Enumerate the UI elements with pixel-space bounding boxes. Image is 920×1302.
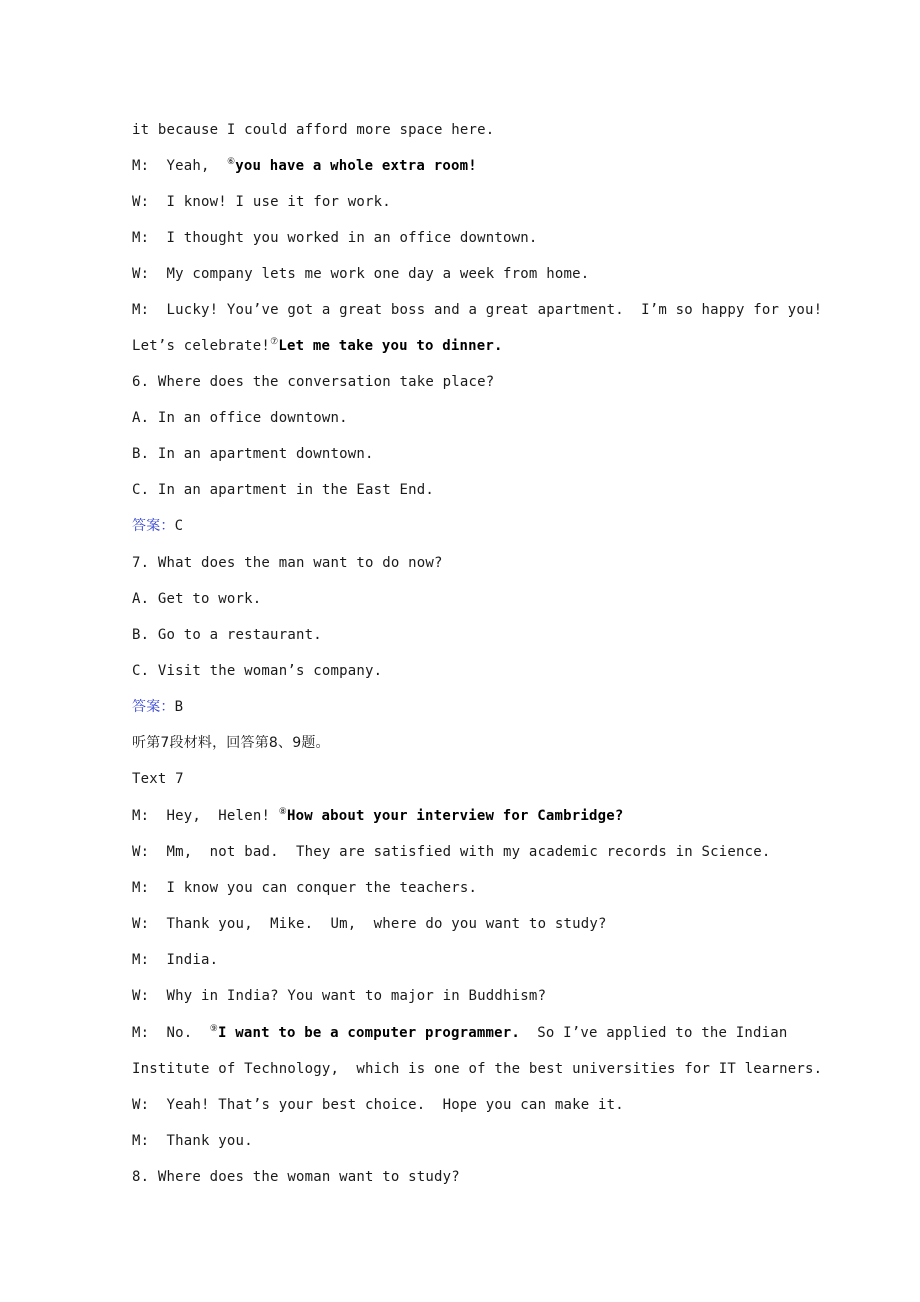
highlighted-sentence: you have a whole extra room! xyxy=(235,158,477,174)
dialogue-line: M: Thank you. xyxy=(132,1133,253,1149)
dialogue-line: M: No. ⑨I want to be a computer programmer. So I’ve applied to the Indian xyxy=(132,1024,788,1041)
footnote-marker: ⑧ xyxy=(278,807,287,817)
dialogue-line: M: Hey, Helen! ⑧How about your interview for Cambridge? xyxy=(132,807,624,824)
speaker-label: M: xyxy=(132,1025,150,1041)
highlighted-sentence: I want to be a computer programmer. xyxy=(217,1025,520,1041)
footnote-marker: ⑥ xyxy=(226,157,236,167)
speaker-label: W: xyxy=(132,988,150,1004)
dialogue-line: W: My company lets me work one day a week from home. xyxy=(132,266,590,282)
dialogue-line: W: I know! I use it for work. xyxy=(132,194,391,210)
answer-value: C xyxy=(174,518,184,534)
speaker-label: W: xyxy=(132,266,150,282)
answer-line xyxy=(132,514,812,538)
footnote-marker: ⑨ xyxy=(209,1024,218,1034)
footnote-marker: ⑦ xyxy=(270,337,279,347)
dialogue-line: M: I thought you worked in an office downtown. xyxy=(132,230,538,246)
option-b: B. In an apartment downtown. xyxy=(132,446,374,462)
option-c: C. Visit the woman’s company. xyxy=(132,663,383,679)
speaker-label: M: xyxy=(132,158,150,174)
option-a: A. In an office downtown. xyxy=(132,410,348,426)
speaker-label: M: xyxy=(132,808,150,824)
speaker-label: W: xyxy=(132,916,150,932)
dialogue-line-continued: Institute of Technology, which is one of the best universities for IT learners. xyxy=(132,1061,823,1077)
section-intro: 听第7段材料，回答第8、9题。 xyxy=(132,735,330,751)
question-6: 6. Where does the conversation take place? xyxy=(132,374,495,390)
option-b: B. Go to a restaurant. xyxy=(132,627,322,643)
dialogue-line: W: Thank you, Mike. Um, where do you want to study? xyxy=(132,916,607,932)
dialogue-line: M: Lucky! You’ve got a great boss and a great apartment. I’m so happy for you! xyxy=(132,302,823,318)
option-c: C. In an apartment in the East End. xyxy=(132,482,435,498)
dialogue-line: W: Yeah! That’s your best choice. Hope you can make it. xyxy=(132,1097,624,1113)
highlighted-sentence: How about your interview for Cambridge? xyxy=(287,808,624,824)
question-8: 8. Where does the woman want to study? xyxy=(132,1169,460,1185)
dialogue-line: Let’s celebrate!⑦Let me take you to dinner. xyxy=(132,337,503,354)
highlighted-sentence: Let me take you to dinner. xyxy=(278,338,503,354)
answer-line xyxy=(132,695,812,719)
dialogue-line: W: Why in India? You want to major in Buddhism? xyxy=(132,988,547,1004)
speaker-label: W: xyxy=(132,844,150,860)
question-7: 7. What does the man want to do now? xyxy=(132,555,443,571)
text-title: Text 7 xyxy=(132,771,184,787)
speaker-label: M: xyxy=(132,230,150,246)
answer-label: 答案： xyxy=(132,699,175,715)
option-a: A. Get to work. xyxy=(132,591,262,607)
answer-label: 答案： xyxy=(132,518,175,534)
speaker-label: M: xyxy=(132,302,150,318)
answer-value: B xyxy=(174,699,184,715)
speaker-label: W: xyxy=(132,1097,150,1113)
speaker-label: M: xyxy=(132,880,150,896)
speaker-label: W: xyxy=(132,194,150,210)
dialogue-line: W: Mm, not bad. They are satisfied with my academic records in Science. xyxy=(132,844,771,860)
dialogue-line: it because I could afford more space here. xyxy=(132,122,495,138)
dialogue-line: M: Yeah, ⑥you have a whole extra room! xyxy=(132,157,477,174)
dialogue-line: M: I know you can conquer the teachers. xyxy=(132,880,478,896)
speaker-label: M: xyxy=(132,1133,150,1149)
dialogue-line: M: India. xyxy=(132,952,219,968)
speaker-label: M: xyxy=(132,952,150,968)
